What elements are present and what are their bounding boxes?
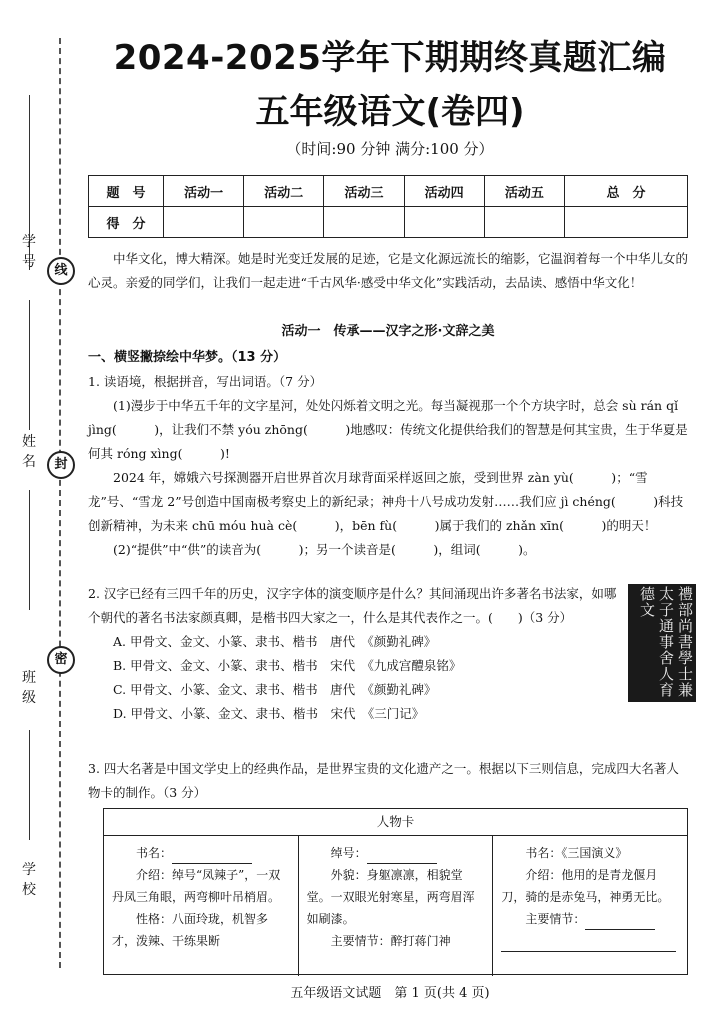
- card-3-plot-blank-2[interactable]: [501, 933, 676, 952]
- score-header-cell: 活动三: [324, 176, 404, 207]
- card-2-nick-label: 绰号：: [330, 846, 367, 860]
- score-cell[interactable]: [404, 207, 484, 238]
- score-header-cell: 题 号: [89, 176, 164, 207]
- intro-paragraph: 中华文化，博大精深。她是时光变迁发展的足迹，它是文化源远流长的缩影，它温润着每一个中华儿女的心灵。亲爱的同学们，让我们一起走进“千古风华·感受中华文化”实践活动，去品读、感悟中华文化！: [88, 251, 689, 290]
- section-heading: 一、横竖撇捺绘中华梦。（13 分）: [88, 350, 287, 365]
- student-id-label: 学 号: [22, 234, 36, 270]
- score-header-cell: 活动四: [404, 176, 484, 207]
- option-d: D. 甲骨文、小篆、金文、隶书、楷书 宋代 《三门记》: [113, 706, 425, 721]
- binding-dashed-line: [59, 38, 61, 968]
- school-line: [29, 730, 30, 840]
- option-b: B. 甲骨文、金文、小篆、隶书、楷书 宋代 《九成宫醴泉铭》: [113, 658, 462, 673]
- question-2: [88, 582, 618, 726]
- card-1-intro: 介绍：绰号“凤辣子”，一双丹凤三角眼，两弯柳叶吊梢眉。: [112, 868, 281, 904]
- character-card: [103, 808, 688, 975]
- card-3-plot-label: 主要情节：: [525, 912, 586, 926]
- score-table-score-row: [89, 207, 688, 238]
- option-a: A. 甲骨文、金文、小篆、隶书、楷书 唐代 《颜勤礼碑》: [113, 634, 437, 649]
- activity-heading: 活动一 传承——汉字之形·文辞之美: [281, 324, 495, 339]
- page-subtitle: 五年级语文(卷四): [255, 92, 525, 132]
- score-cell[interactable]: [164, 207, 244, 238]
- score-table-header-row: [89, 176, 688, 207]
- page-title: 2024-2025学年下期期终真题汇编: [113, 38, 667, 78]
- score-row-label: 得 分: [89, 207, 164, 238]
- card-1-book-row: [112, 842, 290, 864]
- calligraphy-rubbing-image: 禮部尚書學士兼太子通事舍人育德文: [628, 584, 696, 702]
- card-3-intro: 介绍：他用的是青龙偃月刀，骑的是赤兔马，神勇无比。: [501, 868, 670, 904]
- class-label: 班 级: [22, 670, 36, 706]
- card-2-look: 外貌：身躯凛凛，相貌堂堂。一双眼光射寒星，两弯眉浑如刷漆。: [306, 868, 475, 926]
- question-1-stem: 1. 读语境，根据拼音，写出词语。（7 分）: [88, 374, 323, 389]
- score-cell[interactable]: [484, 207, 564, 238]
- card-2-nick-row: [307, 842, 485, 864]
- card-1-book-label: 书名：: [136, 846, 173, 860]
- card-column-3: [492, 836, 687, 976]
- score-cell[interactable]: [565, 207, 688, 238]
- card-2-plot: 主要情节：醉打蒋门神: [330, 934, 451, 948]
- question-3-stem: 3. 四大名著是中国文学史上的经典作品，是世界宝贵的文化遗产之一。根据以下三则信息，完成四大名著人物卡的制作。（3 分）: [88, 761, 679, 800]
- seal-xian: 线: [47, 257, 75, 285]
- question-1: [88, 370, 688, 562]
- card-column-2: [298, 836, 493, 976]
- card-3-plot-row-2: [501, 930, 679, 952]
- seal-mi: 密: [47, 646, 75, 674]
- school-label: 学 校: [22, 862, 36, 898]
- exam-meta: （时间:90 分钟 满分:100 分）: [286, 140, 494, 158]
- name-line: [29, 300, 30, 430]
- option-c: C. 甲骨文、小篆、金文、隶书、楷书 唐代 《颜勤礼碑》: [113, 682, 437, 697]
- score-table: [88, 175, 688, 238]
- score-header-cell: 总 分: [565, 176, 688, 207]
- seal-feng: 封: [47, 451, 75, 479]
- card-3-book: 书名：《三国演义》: [525, 846, 628, 860]
- question-2-stem: 2. 汉字已经有三四千年的历史，汉字字体的演变顺序是什么？其间涌现出许多著名书法家，如哪个朝代的著名书法家颜真卿，是楷书四大家之一，什么是其代表作之一。( )（3 分）: [88, 586, 617, 625]
- card-1-trait: 性格：八面玲珑，机智多才，泼辣、干练果断: [112, 912, 269, 948]
- name-label: 姓 名: [22, 434, 36, 470]
- score-cell[interactable]: [324, 207, 404, 238]
- character-card-title: 人物卡: [104, 809, 687, 836]
- card-column-1: [104, 836, 298, 976]
- score-header-cell: 活动二: [244, 176, 324, 207]
- question-3: [88, 757, 688, 805]
- score-header-cell: 活动五: [484, 176, 564, 207]
- question-1-paragraph-2: 2024 年，嫦娥六号探测器开启世界首次月球背面采样返回之旅，受到世界 zàn yù( )；“雪龙”号、“雪龙 2”号创造中国南极考察史上的新纪录；神舟十八号成功发射……我们应 jì chéng( )科技创新精神，为未来 chū móu huà cè( )，bēn fù( )属于我们的 zhǎn xīn( )的明天！: [88, 470, 684, 533]
- score-header-cell: 活动一: [164, 176, 244, 207]
- page-footer: 五年级语文试题 第 1 页(共 4 页): [290, 986, 490, 1001]
- card-3-plot-row: [501, 908, 679, 930]
- class-line: [29, 490, 30, 610]
- question-1-paragraph-1: (1)漫步于中华五千年的文字星河，处处闪烁着文明之光。每当凝视那一个个方块字时，总会 sù rán qǐ jìng( )，让我们不禁 yóu zhōng( )地感叹：传统文化提供给我们的智慧是何其宝贵，生于华夏是何其 róng xìng( )!: [88, 398, 688, 461]
- question-1-part-2: (2)“提供”中“供”的读音为( )；另一个读音是( )，组词( )。: [113, 542, 536, 557]
- score-cell[interactable]: [244, 207, 324, 238]
